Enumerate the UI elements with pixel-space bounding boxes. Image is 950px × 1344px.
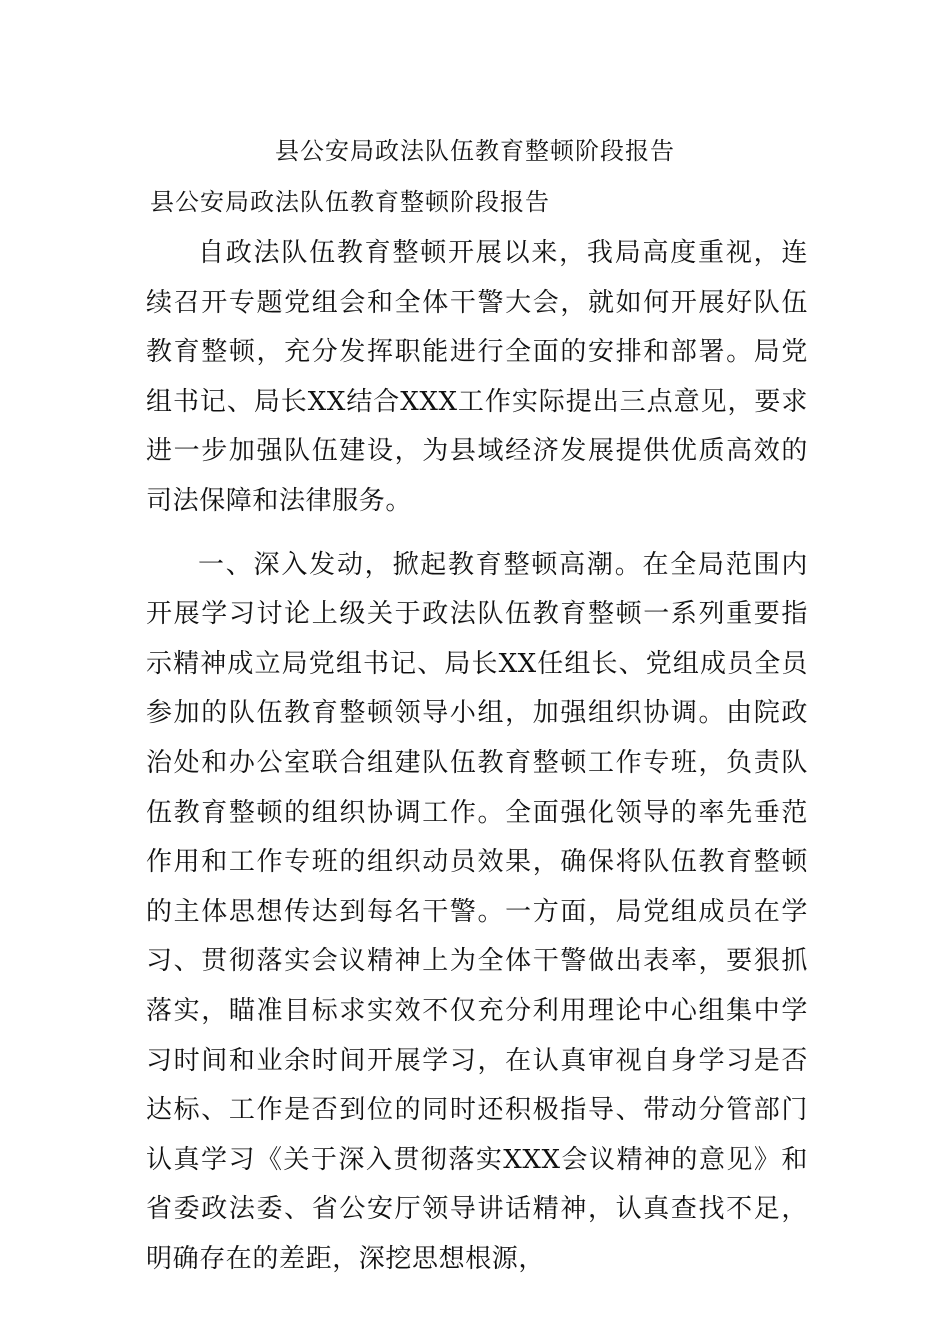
document-title: 县公安局政法队伍教育整顿阶段报告 [275, 137, 675, 165]
paragraph-intro: 自政法队伍教育整顿开展以来，我局高度重视，连续召开专题党组会和全体干警大会，就如何开展好队伍教育整顿，充分发挥职能进行全面的安排和部署。局党组书记、局长XX结合XXX工作实际提出三点意见，要求进一步加强队伍建设，为县域经济发展提供优质高效的司法保障和法律服务。 [146, 238, 808, 516]
paragraph-section-one: 一、深入发动，掀起教育整顿高潮。在全局范围内开展学习讨论上级关于政法队伍教育整顿一系列重要指示精神成立局党组书记、局长XX任组长、党组成员全员参加的队伍教育整顿领导小组，加强组织协调。由院政治处和办公室联合组建队伍教育整顿工作专班，负责队伍教育整顿的组织协调工作。全面强化领导的率先垂范作用和工作专班的组织动员效果，确保将队伍教育整顿的主体思想传达到每名干警。一方面，局党组成员在学习、贯彻落实会议精神上为全体干警做出表率，要狠抓落实，瞄准目标求实效不仅充分利用理论中心组集中学习时间和业余时间开展学习，在认真审视自身学习是否达标、工作是否到位的同时还积极指导、带动分管部门认真学习《关于深入贯彻落实XXX会议精神的意见》和省委政法委、省公安厅领导讲话精神，认真查找不足，明确存在的差距，深挖思想根源， [146, 549, 808, 1274]
document-subtitle: 县公安局政法队伍教育整顿阶段报告 [150, 188, 550, 216]
document-body [146, 229, 808, 1284]
